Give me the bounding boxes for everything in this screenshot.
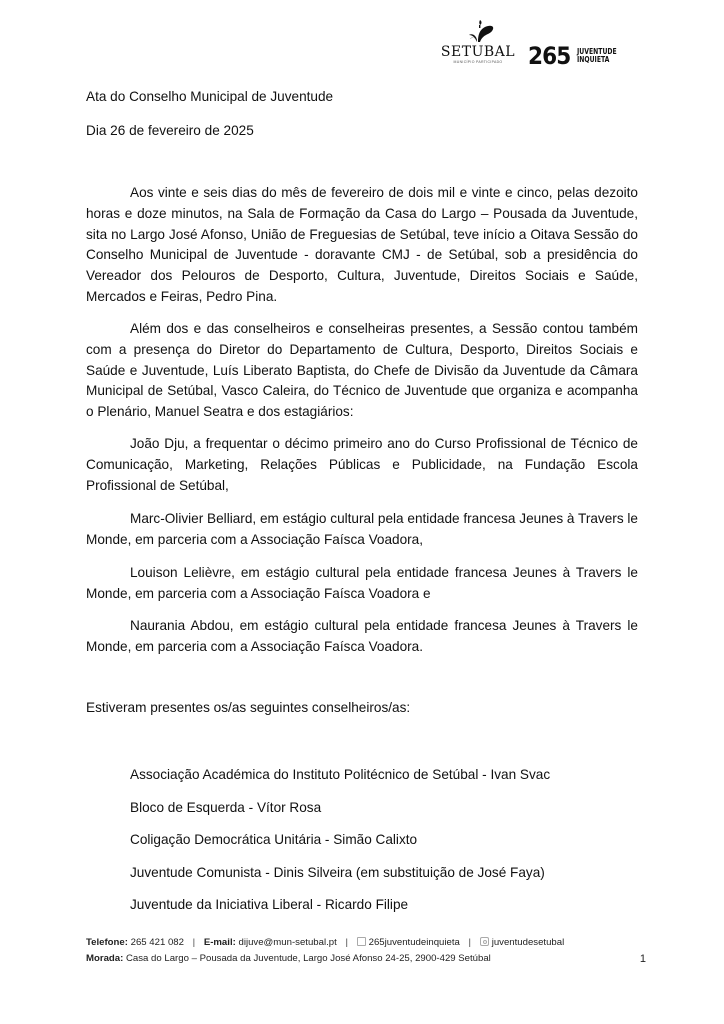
juventude-inquieta-logo [528, 44, 624, 68]
separator: | [192, 937, 196, 948]
logo-265-line1: JUVENTUDE [577, 47, 617, 56]
fountain-icon [458, 18, 498, 44]
facebook-handle[interactable]: 265juventudeinquieta [368, 937, 460, 948]
page-number: 1 [639, 953, 646, 965]
list-item: Associação Académica do Instituto Politécnico de Setúbal - Ivan Svac [130, 767, 551, 782]
paragraph-opening: Aos vinte e seis dias do mês de fevereiro de dois mil e vinte e cinco, pelas dezoito horas e doze minutos, na Sala de Formação da Casa do Largo – Pousada da Juventude, sita no Largo José Afonso, União de Freguesias de Setúbal, teve início a Oitava Sessão do Conselho Municipal de Juventude - doravante CMJ - de Setúbal, sob a presidência do Vereador dos Pelouros de Desporto, Cultura, Juventude, Direitos Sociais e Saúde, Mercados e Feiras, Pedro Pina. [86, 185, 638, 304]
separator: | [468, 937, 472, 948]
setubal-subtitle: MUNICÍPIO PARTICIPADO [453, 60, 503, 64]
list-item: Bloco de Esquerda - Vítor Rosa [130, 799, 322, 815]
phone-number: 265 421 082 [130, 937, 184, 948]
list-item: Coligação Democrática Unitária - Simão Calixto [130, 832, 418, 847]
logo-265-text [577, 48, 617, 64]
logo-265-number: 265 [528, 42, 571, 70]
email-label: E-mail: [203, 937, 236, 948]
email-link[interactable]: dijuve@mun-setubal.pt [238, 937, 337, 948]
document-title: Ata do Conselho Municipal de Juventude [86, 89, 334, 104]
document-date: Dia 26 de fevereiro de 2025 [86, 123, 254, 138]
separator: | [345, 937, 348, 948]
phone-label: Telefone: [86, 937, 128, 948]
address-label: Morada: [86, 953, 124, 964]
paragraph-intern-1: João Dju, a frequentar o décimo primeiro ano do Curso Profissional de Técnico de Comunicação, Marketing, Relações Públicas e Publicidade, na Fundação Escola Profissional de Setúbal, [86, 436, 638, 493]
page-footer [86, 935, 646, 967]
paragraph-attendance: Além dos e das conselheiros e conselheiras presentes, a Sessão contou também com a presença do Diretor do Departamento de Cultura, Desporto, Direitos Sociais e Saúde e Juventude, Luís Liberato Baptista, do Chefe de Divisão da Juventude da Câmara Municipal de Setúbal, Vasco Caleira, do Técnico de Juventude que organiza e acompanha o Plenário, Manuel Seatra e dos estagiários: [86, 321, 638, 420]
instagram-icon [480, 937, 489, 946]
present-members-intro: Estiveram presentes os/as seguintes conselheiros/as: [86, 700, 411, 715]
setubal-wordmark: SETUBAL [440, 44, 516, 60]
address-text: Casa do Largo – Pousada da Juventude, Largo José Afonso 24-25, 2900-429 Setúbal [125, 953, 491, 964]
footer-address-line [86, 951, 646, 967]
footer-contact-line [86, 935, 646, 951]
setubal-logo [440, 18, 516, 72]
list-item: Juventude Comunista - Dinis Silveira (em substituição de José Faya) [130, 864, 545, 880]
list-item: Juventude da Iniciativa Liberal - Ricardo Filipe [130, 897, 409, 912]
paragraph-intern-3: Louison Lelièvre, em estágio cultural pela entidade francesa Jeunes à Travers le Monde, em parceria com a Associação Faísca Voadora e [86, 565, 638, 601]
paragraph-intern-2: Marc-Olivier Belliard, em estágio cultural pela entidade francesa Jeunes à Travers le Monde, em parceria com a Associação Faísca Voadora, [86, 511, 638, 547]
paragraph-intern-4: Naurania Abdou, em estágio cultural pela entidade francesa Jeunes à Travers le Monde, em parceria com a Associação Faísca Voadora. [86, 618, 638, 654]
members-list [130, 765, 650, 928]
instagram-handle[interactable]: juventudesetubal [491, 937, 565, 948]
logo-265-line2: INQUIETA [577, 55, 610, 64]
facebook-icon [357, 937, 366, 946]
